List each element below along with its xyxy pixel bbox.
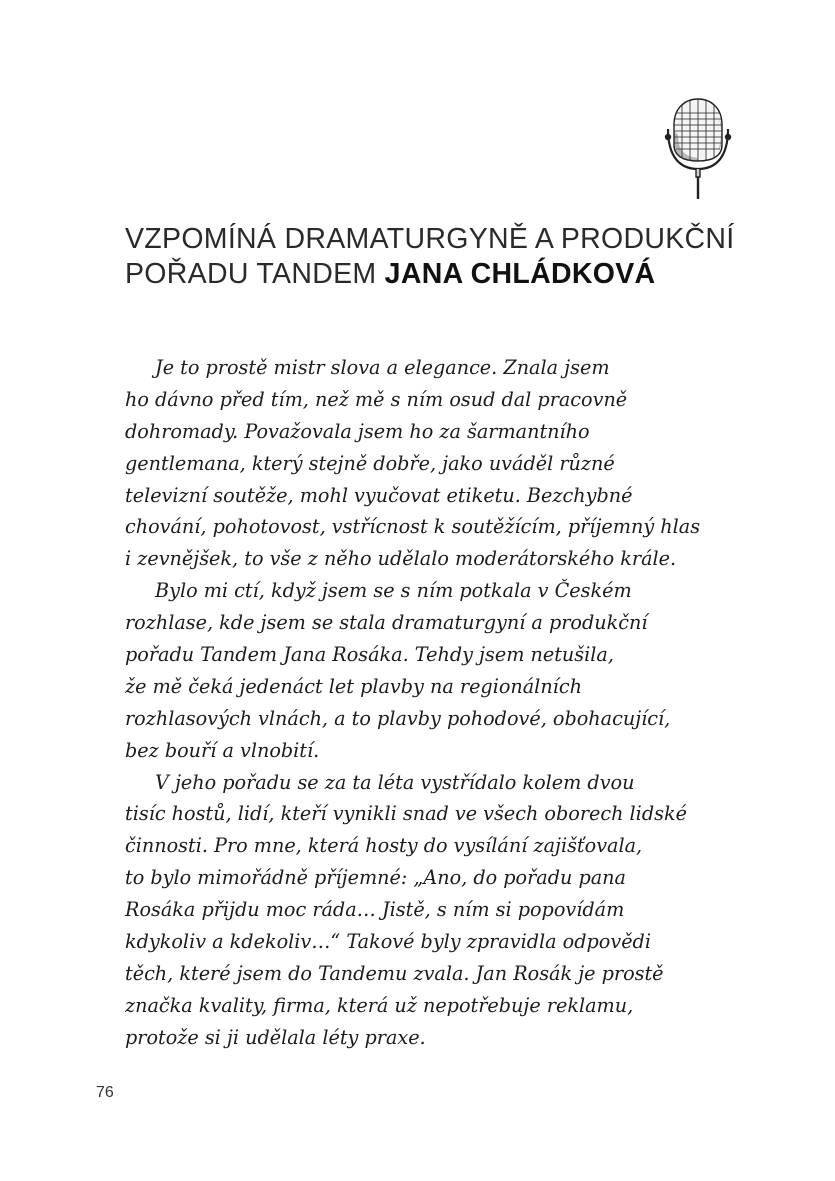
paragraph-3-line: protože si ji udělala léty praxe.	[125, 1025, 426, 1049]
paragraph-1-line: dohromady. Považovala jsem ho za šarmantního	[125, 419, 590, 443]
paragraph-1-line: ho dávno před tím, než mě s ním osud dal pracovně	[125, 387, 628, 411]
paragraph-2-line: rozhlase, kde jsem se stala dramaturgyní a produkční	[125, 611, 648, 635]
paragraph-1-line: Je to prostě mistr slova a elegance. Znala jsem	[155, 356, 610, 379]
paragraph-1-line: televizní soutěže, mohl vyučovat etiketu. Bezchybné	[125, 483, 633, 507]
paragraph-3-line: Rosáka přijdu moc ráda… Jistě, s ním si popovídám	[125, 898, 625, 922]
microphone-icon	[660, 95, 732, 200]
paragraph-2-line: Bylo mi ctí, když jsem se s ním potkala v Českém	[155, 579, 632, 603]
body-text	[125, 352, 730, 1054]
paragraph-3-line: tisíc hostů, lidí, kteří vynikli snad ve všech oborech lidské	[125, 802, 687, 826]
paragraph-3-line: těch, které jsem do Tandemu zvala. Jan Rosák je prostě	[125, 961, 664, 985]
heading-line-1: VZPOMÍNÁ DRAMATURGYNĚ A PRODUKČNÍ	[125, 223, 735, 255]
paragraph-1-line: chování, pohotovost, vstřícnost k soutěžícím, příjemný hlas	[125, 515, 701, 539]
paragraph-2-line: že mě čeká jedenáct let plavby na regionálních	[125, 674, 582, 698]
heading-line-2-prefix: POŘADU TANDEM	[125, 258, 385, 290]
paragraph-3-line: kdykoliv a kdekoliv…“ Takové byly zpravidla odpovědi	[125, 930, 651, 954]
paragraph-1-line: gentlemana, který stejně dobře, jako uváděl různé	[125, 451, 615, 475]
paragraph-3-line: to bylo mimořádně příjemné: „Ano, do pořadu pana	[125, 866, 626, 890]
paragraph-2-line: bez bouří a vlnobití.	[125, 738, 320, 762]
chapter-heading	[125, 222, 765, 292]
page-number: 76	[96, 1084, 114, 1101]
paragraph-1-line: i zevnějšek, to vše z něho udělalo moderátorského krále.	[125, 547, 677, 571]
heading-person-name: JANA CHLÁDKOVÁ	[384, 258, 656, 290]
paragraph-2-line: pořadu Tandem Jana Rosáka. Tehdy jsem netušila,	[125, 643, 614, 667]
paragraph-3-line: činnosti. Pro mne, která hosty do vysílání zajišťovala,	[125, 834, 643, 858]
paragraph-2-line: rozhlasových vlnách, a to plavby pohodové, obohacující,	[125, 706, 671, 730]
paragraph-3-line: značka kvality, firma, která už nepotřebuje reklamu,	[125, 993, 634, 1017]
heading-line-2	[125, 257, 765, 292]
paragraph-3-line: V jeho pořadu se za ta léta vystřídalo kolem dvou	[155, 770, 635, 794]
